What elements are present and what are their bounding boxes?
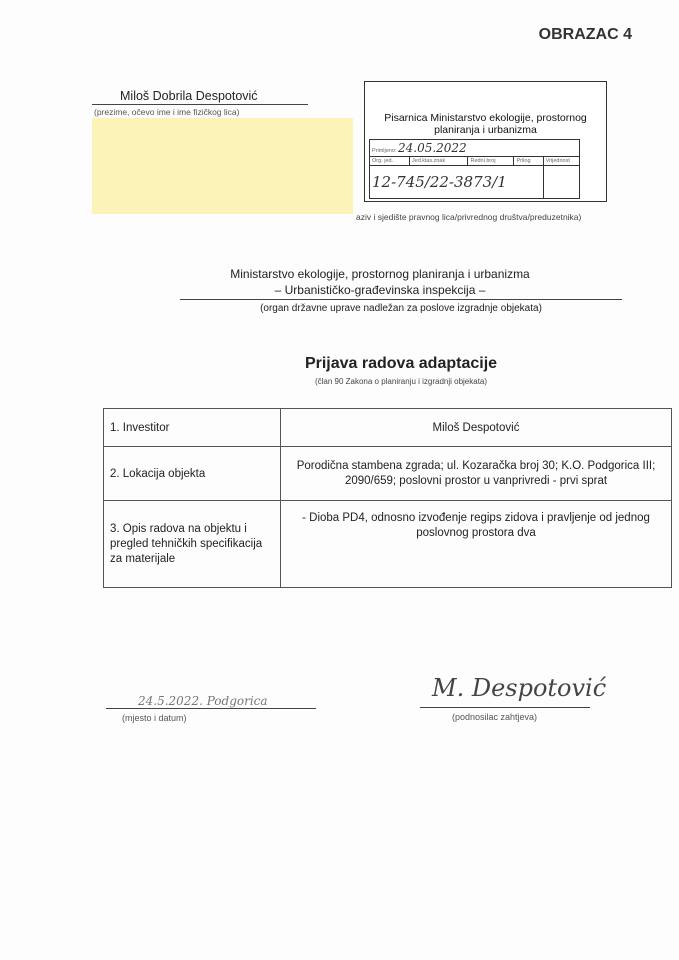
row-value: Miloš Despotović (281, 409, 672, 447)
signature-caption: (podnosilac zahtjeva) (452, 712, 538, 722)
place-date-caption: (mjesto i datum) (122, 713, 187, 723)
applicant-name-caption: (prezime, očevo ime i ime fizičkog lica) (94, 107, 240, 117)
row-label: 3. Opis radova na objektu i pregled tehničkih specifikacija za materijale (104, 501, 281, 588)
table-row (104, 409, 672, 447)
applicant-name: Miloš Dobrila Despotović (120, 89, 258, 103)
received-label: Primljeno: (372, 148, 397, 154)
redacted-highlight (92, 118, 353, 214)
signature: M. Despotović (432, 674, 607, 702)
stamp-header: Vrijednost (543, 157, 579, 166)
table-row (104, 447, 672, 501)
stamp-header: Jed.klas.znak (409, 157, 468, 166)
received-date: 24.05.2022 (397, 141, 467, 155)
place-date: 24.5.2022. Podgorica (138, 694, 268, 708)
application-table (103, 408, 672, 588)
document-subtitle: (član 90 Zakona o planiranju i izgradnji objekata) (314, 377, 488, 386)
registry-number: 12-745/22-3873/1 (370, 166, 544, 199)
registry-stamp (364, 81, 607, 202)
row-value: - Dioba PD4, odnosno izvođenje regips zidova i pravljenje od jednog poslovnog prostora dva (281, 501, 672, 588)
row-value: Porodična stambena zgrada; ul. Kozaračka broj 30; K.O. Podgorica III; 2090/659; poslovni prostor u vanprivredi - prvi sprat (281, 447, 672, 501)
authority-caption: (organ državne uprave nadležan za poslove izgradnje objekata) (260, 303, 542, 314)
table-row (104, 501, 672, 588)
stamp-header: Org. jed. (370, 157, 410, 166)
stamp-header: Redni broj (468, 157, 514, 166)
authority-department: – Urbanističko-građevinska inspekcija – (274, 283, 486, 297)
stamp-title: Pisarnica Ministarstvo ekologije, prostornog planiranja i urbanizma (384, 112, 587, 136)
form-number: OBRAZAC 4 (538, 26, 632, 43)
legal-entity-caption: aziv i sjedište pravnog lica/privrednog društva/preduzetnika) (356, 212, 582, 222)
document-title: Prijava radova adaptacije (304, 355, 498, 372)
row-label: 2. Lokacija objekta (104, 447, 281, 501)
row-label: 1. Investitor (104, 409, 281, 447)
stamp-header: Prilog (514, 157, 543, 166)
authority-name: Ministarstvo ekologije, prostornog planiranja i urbanizma (230, 267, 530, 281)
